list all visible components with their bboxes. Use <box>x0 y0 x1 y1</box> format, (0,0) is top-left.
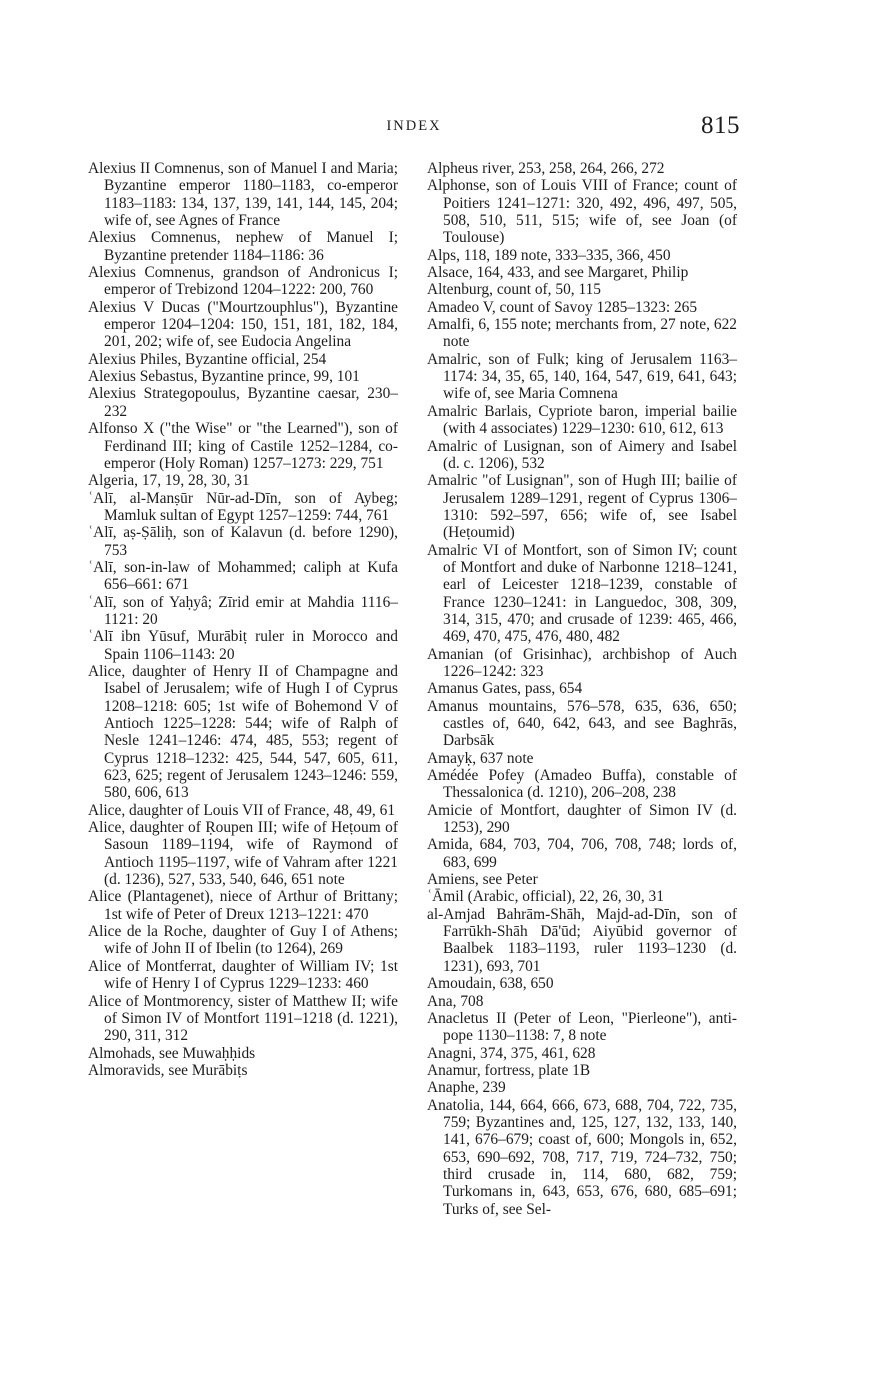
index-entry: Alice, daughter of Henry II of Champagne and Isabel of Jerusalem; wife of Hugh I of Cyprus 1208–1218: 605; 1st wife of Bohemond V of Antioch 1225–1228: 544; wife of Ralph of Nesle 1241–1246: 474, 485, 553; regent of Cyprus 1218–1232: 425, 544, 547, 605, 611, 623, 625; regent of Jerusalem 1243–1246: 559, 580, 606, 613 <box>88 662 398 802</box>
index-entry: Amalric, son of Fulk; king of Jerusalem 1163–1174: 34, 35, 65, 140, 164, 547, 619, 641, 643; wife of, see Maria Comnena <box>427 350 737 403</box>
index-entry: Alsace, 164, 433, and see Margaret, Philip <box>427 264 689 282</box>
index-entry: Alps, 118, 189 note, 333–335, 366, 450 <box>427 246 671 264</box>
index-entry: ʿAlī, son of Yaḥyâ; Zīrid emir at Mahdia 1116–1121: 20 <box>88 593 398 628</box>
index-entry: Alexius Comnenus, grandson of Andronicus I; emperor of Trebizond 1204–1222: 200, 760 <box>88 264 398 299</box>
index-entry: Alice of Montmorency, sister of Matthew II; wife of Simon IV of Montfort 1191–1218 (d. 1221), 290, 311, 312 <box>88 992 398 1045</box>
index-entry: ʿAlī, aṣ-Ṣāliḥ, son of Kalavun (d. before 1290), 753 <box>88 524 398 559</box>
index-entry: Alice, daughter of Ṛoupen III; wife of Heṭoum of Sasoun 1189–1194, wife of Raymond of Antioch 1195–1197, wife of Vahram after 1221 (d. 1236), 527, 533, 540, 646, 651 note <box>88 819 398 889</box>
index-entry: Amalric "of Lusignan", son of Hugh III; bailie of Jerusalem 1289–1291, regent of Cyprus 1306–1310: 592–597, 656; wife of, see Isabel (Heṭoumid) <box>427 472 737 542</box>
index-entry: Amalric of Lusignan, son of Aimery and Isabel (d. c. 1206), 532 <box>427 437 737 472</box>
index-entry: Amalric Barlais, Cypriote baron, imperial bailie (with 4 associates) 1229–1230: 610, 612, 613 <box>427 402 737 438</box>
index-entry: Alice of Montferrat, daughter of William IV; 1st wife of Henry I of Cyprus 1229–1233: 460 <box>88 957 398 993</box>
index-entry: ʿAlī ibn Yūsuf, Murābiṭ ruler in Morocco and Spain 1106–1143: 20 <box>88 628 398 663</box>
index-entry: Anaphe, 239 <box>427 1079 506 1097</box>
index-column-right <box>427 160 737 1218</box>
page-header <box>88 112 740 146</box>
index-entry: Amiens, see Peter <box>427 871 538 889</box>
index-entry: Anacletus II (Peter of Leon, "Pierleone"), anti-pope 1130–1138: 7, 8 note <box>427 1009 737 1045</box>
index-entry: Almoravids, see Murābiṭs <box>88 1061 248 1079</box>
index-entry: Amadeo V, count of Savoy 1285–1323: 265 <box>427 298 698 316</box>
index-entry: Ana, 708 <box>427 992 484 1010</box>
index-entry: Alpheus river, 253, 258, 264, 266, 272 <box>427 160 665 177</box>
index-entry: Amida, 684, 703, 704, 706, 708, 748; lords of, 683, 699 <box>427 836 737 871</box>
index-entry: Alexius Philes, Byzantine official, 254 <box>88 350 327 368</box>
page-number: 815 <box>701 112 740 139</box>
index-entry: Amédée Pofey (Amadeo Buffa), constable of Thessalonica (d. 1210), 206–208, 238 <box>427 767 737 802</box>
index-entry: Alexius Strategopoulus, Byzantine caesar, 230–232 <box>88 385 398 420</box>
index-entry: Amalric VI of Montfort, son of Simon IV; count of Montfort and duke of Narbonne 1218–1241, earl of Leicester 1218–1239, constable of France 1230–1241: in Languedoc, 308, 309, 314, 315, 470; and crusade of 1239: 465, 466, 469, 470, 475, 476, 480, 482 <box>427 541 737 646</box>
index-entry: Amanian (of Grisinhac), archbishop of Auch 1226–1242: 323 <box>427 645 737 680</box>
index-entry: Algeria, 17, 19, 28, 30, 31 <box>88 472 250 490</box>
index-entry: Alexius V Ducas ("Mourtzouphlus"), Byzantine emperor 1204–1204: 150, 151, 181, 182, 184, 201, 202; wife of, see Eudocia Angelina <box>88 298 398 351</box>
index-entry: ʿĀmil (Arabic, official), 22, 26, 30, 31 <box>427 888 664 906</box>
index-entry: Alphonse, son of Louis VIII of France; count of Poitiers 1241–1271: 320, 492, 496, 497, 505, 508, 510, 511, 515; wife of, see Joan (of Toulouse) <box>427 177 737 247</box>
index-entry: Alexius Sebastus, Byzantine prince, 99, 101 <box>88 368 360 386</box>
index-entry: Amayḳ, 637 note <box>427 749 534 767</box>
index-entry: Alexius Comnenus, nephew of Manuel I; Byzantine pretender 1184–1186: 36 <box>88 229 398 264</box>
index-entry: Almohads, see Muwaḥḥids <box>88 1044 256 1062</box>
index-entry: Alfonso X ("the Wise" or "the Learned"), son of Ferdinand III; king of Castile 1252–1284, co-emperor (Holy Roman) 1257–1273: 229, 751 <box>88 420 398 472</box>
index-entry: ʿAlī, al-Manṣūr Nūr-ad-Dīn, son of Aybeg; Mamluk sultan of Egypt 1257–1259: 744, 761 <box>88 489 398 524</box>
index-entry: Anatolia, 144, 664, 666, 673, 688, 704, 722, 735, 759; Byzantines and, 125, 127, 132, 133, 140, 141, 676–679; coast of, 600; Mongols in, 652, 653, 690–692, 708, 717, 719, 724–732, 750; third crusade in, 114, 680, 682, 759; Turkomans in, 643, 653, 676, 680, 685–691; Turks of, see Sel- <box>427 1096 737 1218</box>
index-entry: Alice de la Roche, daughter of Guy I of Athens; wife of John II of Ibelin (to 1264), 269 <box>88 923 398 958</box>
index-entry: Anamur, fortress, plate 1B <box>427 1061 591 1079</box>
index-entry: Amanus Gates, pass, 654 <box>427 680 583 698</box>
index-title: INDEX <box>386 118 442 134</box>
index-entry: Anagni, 374, 375, 461, 628 <box>427 1044 596 1062</box>
index-entry: al-Amjad Bahrām-Shāh, Majd-ad-Dīn, son of Farrūkh-Shāh Dā'ūd; Aiyūbid governor of Baalbek 1183–1193, ruler 1193–1230 (d. 1231), 693, 701 <box>427 905 737 975</box>
index-entry: Amoudain, 638, 650 <box>427 975 554 993</box>
index-entry: ʿAlī, son-in-law of Mohammed; caliph at Kufa 656–661: 671 <box>88 558 398 594</box>
index-column-left <box>88 160 398 1079</box>
index-entry: Amicie of Montfort, daughter of Simon IV (d. 1253), 290 <box>427 801 737 837</box>
index-entry: Alice (Plantagenet), niece of Arthur of Brittany; 1st wife of Peter of Dreux 1213–1221: 470 <box>88 888 398 923</box>
index-entry: Amalfi, 6, 155 note; merchants from, 27 note, 622 note <box>427 316 737 351</box>
index-entry: Alexius II Comnenus, son of Manuel I and Maria; Byzantine emperor 1180–1183, co-emperor 1183–1183: 134, 137, 139, 141, 144, 145, 204; wife of, see Agnes of France <box>88 160 398 230</box>
index-entry: Alice, daughter of Louis VII of France, 48, 49, 61 <box>88 801 396 819</box>
index-entry: Altenburg, count of, 50, 115 <box>427 281 601 299</box>
index-entry: Amanus mountains, 576–578, 635, 636, 650; castles of, 640, 642, 643, and see Baghrās, Darbsāk <box>427 697 737 750</box>
